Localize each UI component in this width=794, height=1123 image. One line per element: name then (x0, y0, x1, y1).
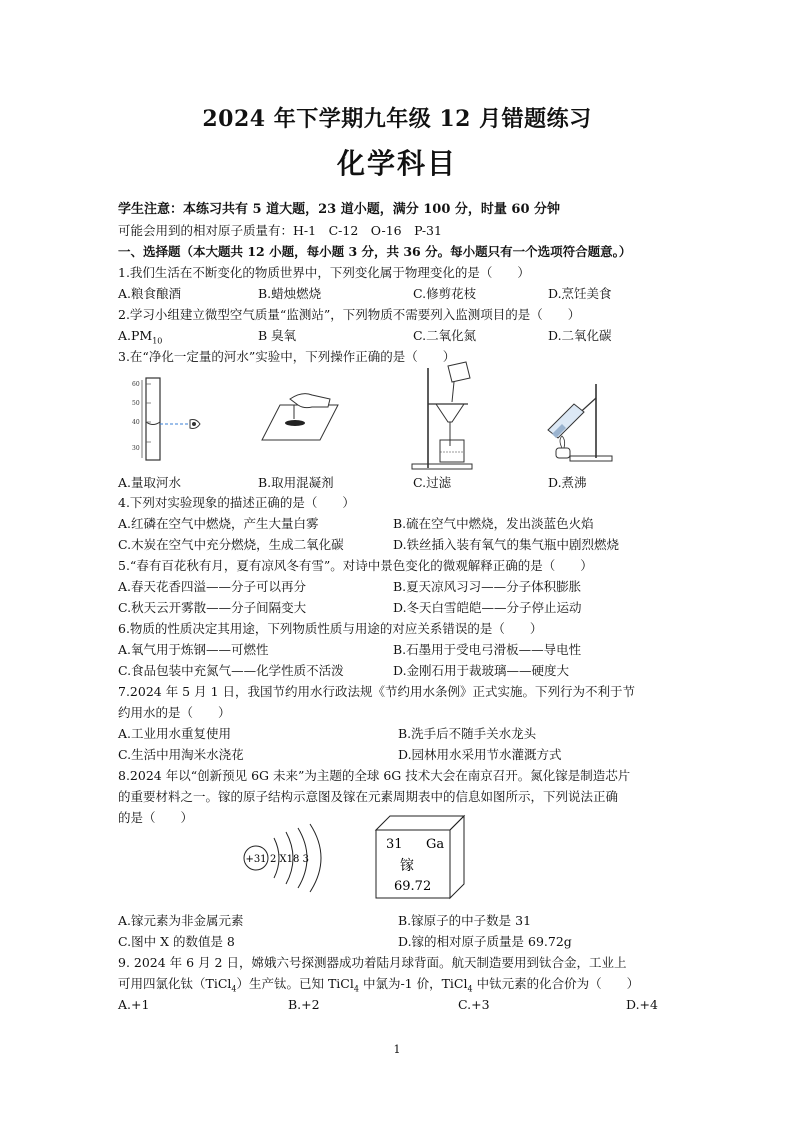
q4-option-d: D.铁丝插入装有氧气的集气瓶中剧烈燃烧 (393, 537, 620, 552)
question-5-stem: 5.“春有百花秋有月，夏有凉风冬有雪”。对诗中景色变化的微观解释正确的是（ ） (118, 558, 593, 573)
q7-option-b: B.洗手后不随手关水龙头 (398, 726, 537, 741)
add-coagulant-figure (250, 385, 340, 445)
tick-40: 40 (132, 419, 140, 426)
q9-option-b: B.+2 (288, 997, 320, 1012)
q6-option-d: D.金刚石用于裁玻璃——硬度大 (393, 663, 570, 678)
q7-option-d: D.园林用水采用节水灌溉方式 (398, 747, 562, 762)
q9-sub-a: 4 (231, 984, 237, 994)
question-9-stem-line2 (118, 975, 639, 999)
atomic-mass: 69.72 (394, 879, 432, 894)
filtration-figure (402, 360, 482, 472)
q1-option-b: B.蜡烛燃烧 (258, 286, 322, 301)
gallium-atom-structure (238, 822, 348, 894)
section-heading: 一、选择题（本大题共 12 小题，每小题 3 分，共 36 分。每小题只有一个选项符合题意。） (118, 244, 632, 259)
question-8-stem-line2: 的重要材料之一。镓的原子结构示意图及镓在元素周期表中的信息如图所示，下列说法正确 (118, 789, 619, 804)
tick-30: 30 (132, 445, 140, 452)
q8-option-c: C.图中 X 的数值是 8 (118, 934, 235, 949)
q7-option-c: C.生活中用淘米水浇花 (118, 747, 244, 762)
gallium-periodic-cell (374, 814, 466, 900)
q8-option-b: B.镓原子的中子数是 31 (398, 913, 532, 928)
element-name: 镓 (400, 858, 414, 874)
q2-option-d: D.二氧化碳 (548, 328, 612, 343)
nucleus-charge: +31 (245, 854, 267, 865)
q9-stem-part-c: 中氯为-1 价，TiCl (358, 976, 468, 991)
element-symbol: Ga (426, 837, 445, 852)
q4-option-b: B.硫在空气中燃烧，发出淡蓝色火焰 (393, 516, 594, 531)
electron-shells: 2 X18 3 (270, 854, 309, 865)
question-4-stem: 4.下列对实验现象的描述正确的是（ ） (118, 495, 355, 510)
boiling-figure (540, 378, 620, 464)
beaker-icon (448, 362, 470, 382)
question-2-stem: 2.学习小组建立微型空气质量“监测站”，下列物质不需要列入监测项目的是（ ） (118, 307, 581, 322)
q2-option-c: C.二氧化氮 (413, 328, 477, 343)
graduated-cylinder-figure (128, 372, 218, 464)
tick-60: 60 (132, 381, 140, 388)
q9-sub-c: 4 (467, 984, 473, 994)
q7-option-a: A.工业用水重复使用 (118, 726, 232, 741)
q9-sub-b: 4 (353, 984, 359, 994)
q9-stem-part-b: ）生产钛。已知 TiCl (236, 976, 354, 991)
q9-stem-part-a: 可用四氯化钛（TiCl (118, 976, 232, 991)
student-notice: 学生注意：本练习共有 5 道大题，23 道小题，满分 100 分，时量 60 分钟 (118, 202, 561, 217)
q1-option-d: D.烹饪美食 (548, 286, 612, 301)
tick-50: 50 (132, 400, 140, 407)
q5-option-c: C.秋天云开雾散——分子间隔变大 (118, 600, 307, 615)
atomic-masses: 可能会用到的相对原子质量有：H-1 C-12 O-16 P-31 (118, 223, 442, 238)
question-9-stem-line1: 9. 2024 年 6 月 2 日，嫦娥六号探测器成功着陆月球背面。航天制造要用到钛合金，工业上 (118, 955, 627, 970)
q6-option-c: C.食品包装中充氮气——化学性质不活泼 (118, 663, 344, 678)
subject-title: 化学科目 (336, 147, 457, 180)
question-3-stem: 3.在“净化一定量的河水”实验中，下列操作正确的是（ ） (118, 349, 456, 364)
question-7-stem-line2: 约用水的是（ ） (118, 705, 231, 720)
q9-option-d: D.+4 (626, 997, 658, 1012)
hand-icon (290, 394, 330, 408)
q1-option-a: A.粮食酿酒 (118, 286, 182, 301)
q2-option-a-text: A.PM (118, 328, 153, 343)
q6-option-b: B.石墨用于受电弓滑板——导电性 (393, 642, 582, 657)
q9-stem-part-d: 中钛元素的化合价为（ ） (472, 976, 640, 991)
q4-option-a: A.红磷在空气中燃烧，产生大量白雾 (118, 516, 319, 531)
question-6-stem: 6.物质的性质决定其用途，下列物质性质与用途的对应关系错误的是（ ） (118, 621, 543, 636)
alcohol-lamp-icon (556, 448, 570, 458)
q3-option-c: C.过滤 (413, 475, 452, 490)
q8-option-a: A.镓元素为非金属元素 (118, 913, 244, 928)
question-7-stem-line1: 7.2024 年 5 月 1 日，我国节约用水行政法规《节约用水条例》正式实施。下列行为不利于节 (118, 684, 636, 699)
page-number: 1 (393, 1043, 401, 1056)
flame-icon (560, 436, 565, 448)
q2-option-a (118, 327, 162, 351)
q3-option-b: B.取用混凝剂 (258, 475, 334, 490)
pm-subscript: 10 (152, 336, 163, 346)
q9-option-a: A.+1 (118, 997, 150, 1012)
question-8-stem-line1: 8.2024 年以“创新预见 6G 未来”为主题的全球 6G 技术大会在南京召开。氮化镓是制造芯片 (118, 768, 631, 783)
exam-title: 2024 年下学期九年级 12 月错题练习 (202, 106, 592, 132)
q3-option-a: A.量取河水 (118, 475, 182, 490)
q9-option-c: C.+3 (458, 997, 490, 1012)
question-8-stem-line3: 的是（ ） (118, 810, 194, 825)
q2-option-b: B 臭氧 (258, 328, 297, 343)
q4-option-c: C.木炭在空气中充分燃烧，生成二氧化碳 (118, 537, 344, 552)
q3-option-d: D.煮沸 (548, 475, 587, 490)
q6-option-a: A.氧气用于炼钢——可燃性 (118, 642, 269, 657)
q5-option-a: A.春天花香四溢——分子可以再分 (118, 579, 307, 594)
atomic-number: 31 (386, 837, 403, 852)
question-1-stem: 1.我们生活在不断变化的物质世界中，下列变化属于物理变化的是（ ） (118, 265, 530, 280)
q1-option-c: C.修剪花枝 (413, 286, 477, 301)
q5-option-b: B.夏天凉风习习——分子体积膨胀 (393, 579, 582, 594)
q5-option-d: D.冬天白雪皑皑——分子停止运动 (393, 600, 582, 615)
q8-option-d: D.镓的相对原子质量是 69.72g (398, 934, 572, 949)
